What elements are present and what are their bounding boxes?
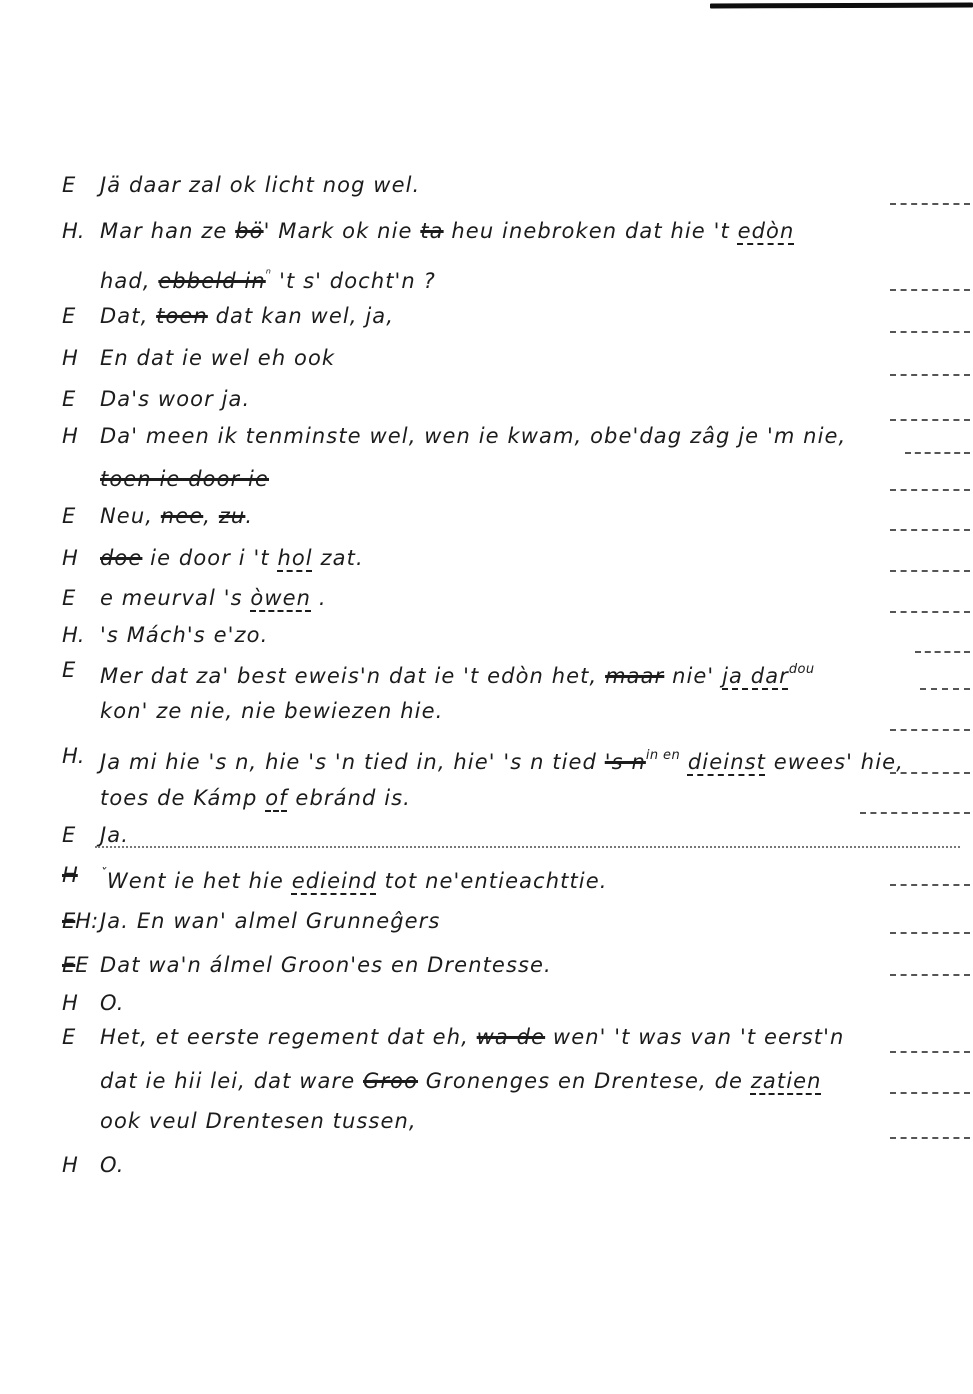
transcript-line	[0, 620, 973, 650]
text-segment: Jä daar zal ok licht nog wel.	[100, 173, 421, 197]
text-segment: ie door i 't	[142, 546, 278, 570]
ruled-margin-mark	[890, 932, 970, 934]
line-text	[100, 546, 364, 570]
text-segment: 's n	[604, 750, 646, 774]
text-segment: En dat ie wel eh ook	[100, 346, 336, 370]
text-segment: ja dar	[722, 664, 789, 688]
line-text	[100, 304, 394, 328]
line-text	[100, 869, 608, 893]
ruled-margin-mark	[890, 529, 970, 531]
speaker-label	[62, 583, 75, 613]
text-segment: Groo	[363, 1069, 419, 1093]
speaker-label	[62, 620, 84, 650]
text-segment: Da's woor ja.	[100, 387, 251, 411]
text-segment: Mar han ze	[100, 219, 236, 243]
text-segment: E	[62, 173, 76, 197]
text-segment: dou	[788, 662, 815, 677]
ruled-margin-mark	[860, 812, 970, 814]
ruled-margin-mark	[890, 570, 970, 572]
text-segment: Het, et eerste regement dat eh,	[100, 1025, 477, 1049]
text-segment: of	[265, 786, 288, 810]
text-segment: H	[62, 424, 78, 448]
line-text	[100, 953, 552, 977]
speaker-label	[62, 384, 75, 414]
text-segment: toen	[156, 304, 208, 328]
line-text	[100, 823, 129, 847]
transcript-line	[0, 988, 973, 1018]
speaker-label	[62, 1022, 75, 1052]
speaker-label	[62, 343, 78, 373]
text-segment: in en	[645, 748, 681, 763]
text-segment: heu inebroken dat hie 't	[443, 219, 738, 243]
text-segment: wa de	[476, 1025, 546, 1049]
text-segment: H	[62, 863, 78, 887]
text-segment: E	[75, 953, 89, 977]
line-text	[100, 664, 815, 688]
text-segment: zatien	[750, 1069, 822, 1093]
speaker-label	[62, 860, 78, 890]
transcript-line	[0, 501, 973, 531]
text-segment: dieinst	[687, 750, 766, 774]
scan-edge-line	[710, 3, 973, 9]
transcript-line	[0, 860, 973, 896]
text-segment: zat.	[312, 546, 364, 570]
text-segment: O.	[100, 1153, 125, 1177]
text-segment: dat kan wel, ja,	[207, 304, 395, 328]
text-segment: tot ne'entieachttie.	[376, 869, 608, 893]
text-segment: Went ie het hie	[106, 869, 292, 893]
text-segment: 's Mách's e'zo.	[100, 623, 269, 647]
transcript-line	[0, 216, 973, 246]
speaker-label	[62, 543, 78, 573]
text-segment: toen ie door ie	[100, 467, 270, 491]
speaker-label	[62, 301, 75, 331]
text-segment: Mer dat za' best eweis'n dat ie 't edòn het,	[100, 664, 606, 688]
transcript-line	[0, 583, 973, 613]
text-segment: E	[62, 504, 76, 528]
line-text	[100, 219, 794, 243]
line-text	[100, 786, 411, 810]
ruled-margin-mark	[890, 289, 970, 291]
ruled-margin-mark	[890, 884, 970, 886]
ruled-margin-mark	[890, 203, 970, 205]
text-segment: hol	[277, 546, 313, 570]
ruled-margin-mark	[890, 974, 970, 976]
line-text	[100, 1069, 822, 1093]
line-text	[100, 699, 443, 723]
speaker-label	[62, 950, 89, 980]
transcript-line	[0, 741, 973, 777]
ruled-margin-mark	[890, 1051, 970, 1053]
transcript-line	[0, 384, 973, 414]
line-text	[100, 1153, 125, 1177]
text-segment: ˇ	[100, 867, 107, 882]
text-segment: Ja.	[100, 823, 130, 847]
text-segment: maar	[605, 664, 665, 688]
text-segment: dat ie hii lei, dat ware	[100, 1069, 364, 1093]
text-segment: E	[62, 909, 76, 933]
text-segment: had,	[100, 269, 159, 293]
text-segment: E	[62, 1025, 76, 1049]
text-segment: H.	[62, 219, 85, 243]
text-segment: E	[62, 586, 76, 610]
line-text	[100, 173, 420, 197]
text-segment: H.	[62, 744, 85, 768]
ruled-margin-mark	[890, 374, 970, 376]
line-text	[100, 909, 440, 933]
transcript-line	[0, 301, 973, 331]
text-segment: ,	[203, 504, 219, 528]
transcript-line	[0, 260, 973, 296]
text-segment: Gronenges en Drentese, de	[418, 1069, 751, 1093]
text-segment: wen' 't was van 't eerst'n	[545, 1025, 845, 1049]
ruled-margin-mark	[920, 688, 970, 690]
ruled-margin-mark	[905, 452, 970, 454]
line-text	[100, 346, 335, 370]
transcript-line	[0, 906, 973, 936]
transcript-line	[0, 543, 973, 573]
text-segment: ' Mark ok nie	[263, 219, 421, 243]
ruled-margin-mark	[890, 489, 970, 491]
line-text	[100, 991, 125, 1015]
text-segment: nie'	[664, 664, 723, 688]
ruled-margin-mark	[890, 772, 970, 774]
line-text	[100, 1109, 417, 1133]
text-segment: edieind	[291, 869, 377, 893]
text-segment: ook veul Drentesen tussen,	[100, 1109, 417, 1133]
text-segment: ⁿ	[265, 267, 272, 282]
text-segment: 't s' docht'n ?	[271, 269, 436, 293]
transcript-line	[0, 696, 973, 726]
line-text	[100, 586, 327, 610]
ruled-margin-mark	[890, 611, 970, 613]
text-segment: Neu,	[100, 504, 161, 528]
line-text	[100, 623, 268, 647]
transcript-line	[0, 655, 973, 691]
text-segment: Ja. En wan' almel Grunneĝers	[100, 909, 441, 933]
speaker-label	[62, 501, 75, 531]
transcript-line	[0, 950, 973, 980]
line-text	[100, 750, 904, 774]
text-segment: ebránd is.	[287, 786, 411, 810]
text-segment: E	[62, 823, 76, 847]
line-text	[100, 467, 269, 491]
text-segment: H	[62, 346, 78, 370]
line-text	[100, 424, 846, 448]
text-segment: nee	[160, 504, 204, 528]
transcript-line	[0, 343, 973, 373]
text-segment: E	[62, 387, 76, 411]
text-segment: E	[62, 658, 76, 682]
speaker-label	[62, 906, 98, 936]
transcript-line	[0, 170, 973, 200]
ruled-margin-mark	[890, 1137, 970, 1139]
ruled-margin-mark	[890, 331, 970, 333]
transcript-line	[0, 783, 973, 813]
speaker-label	[62, 655, 75, 685]
text-segment: ta	[420, 219, 444, 243]
speaker-label	[62, 216, 84, 246]
text-segment: ebbeld in	[158, 269, 266, 293]
transcript-line	[0, 1150, 973, 1180]
text-segment: E	[62, 953, 76, 977]
text-segment: .	[245, 504, 254, 528]
text-segment: H	[62, 991, 78, 1015]
text-segment: òwen	[250, 586, 312, 610]
text-segment: zu	[218, 504, 246, 528]
text-segment: Ja mi hie 's n, hie 's 'n tied in, hie' 's n tied	[100, 750, 605, 774]
transcript-line	[0, 421, 973, 451]
text-segment: H	[62, 546, 78, 570]
text-segment: H	[62, 1153, 78, 1177]
text-segment	[680, 750, 688, 774]
ruled-margin-mark	[915, 651, 970, 653]
text-segment: doe	[100, 546, 143, 570]
transcript-line	[0, 1022, 973, 1052]
text-segment: bö	[235, 219, 264, 243]
speaker-label	[62, 741, 84, 771]
line-text	[100, 269, 436, 293]
ruled-margin-mark	[95, 846, 960, 848]
text-segment: E	[62, 304, 76, 328]
text-segment: kon' ze nie, nie bewiezen hie.	[100, 699, 444, 723]
text-segment: toes de Kámp	[100, 786, 266, 810]
text-segment: H.	[62, 623, 85, 647]
speaker-label	[62, 170, 75, 200]
text-segment: ewees' hie,	[765, 750, 904, 774]
text-segment: O.	[100, 991, 125, 1015]
speaker-label	[62, 988, 78, 1018]
text-segment: edòn	[737, 219, 795, 243]
speaker-label	[62, 820, 75, 850]
speaker-label	[62, 421, 78, 451]
text-segment: Dat wa'n álmel Groon'es en Drentesse.	[100, 953, 552, 977]
text-segment: .	[311, 586, 327, 610]
text-segment: Da' meen ik tenminste wel, wen ie kwam, obe'dag zâg je 'm nie,	[100, 424, 847, 448]
ruled-margin-mark	[890, 419, 970, 421]
ruled-margin-mark	[890, 1092, 970, 1094]
ruled-margin-mark	[890, 729, 970, 731]
transcript-line	[0, 1106, 973, 1136]
line-text	[100, 1025, 844, 1049]
transcript-line	[0, 464, 973, 494]
transcript-line	[0, 1066, 973, 1096]
text-segment: H:	[75, 909, 99, 933]
text-segment: Dat,	[100, 304, 157, 328]
line-text	[100, 387, 250, 411]
speaker-label	[62, 1150, 78, 1180]
text-segment: e meurval 's	[100, 586, 251, 610]
line-text	[100, 504, 253, 528]
